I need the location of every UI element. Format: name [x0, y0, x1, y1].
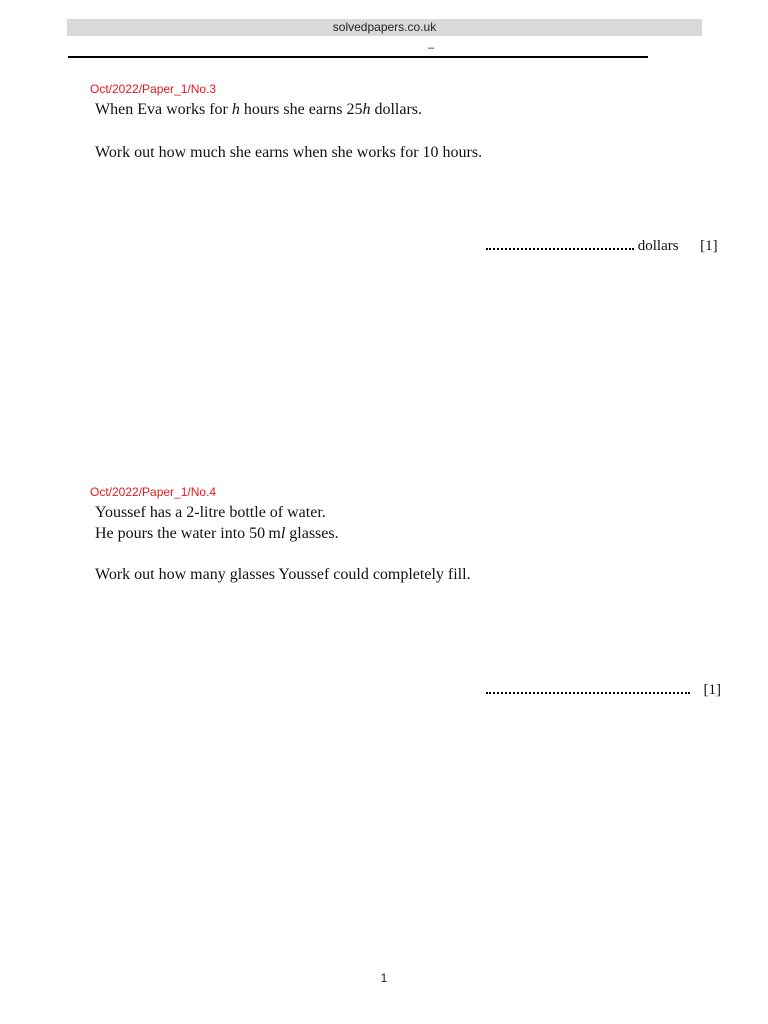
header-bar	[67, 19, 702, 36]
answer-unit: dollars	[637, 238, 679, 254]
site-name: solvedpapers.co.uk	[332, 20, 437, 34]
answer-dots	[486, 683, 690, 694]
question-ref-4: Oct/2022/Paper_1/No.4	[90, 485, 217, 499]
answer-line-3	[486, 238, 718, 255]
header-mark: –	[428, 42, 435, 54]
question-4-line-1: Youssef has a 2-litre bottle of water.	[95, 504, 326, 521]
marks-label: [1]	[700, 238, 718, 254]
page-number: 1	[380, 971, 388, 985]
question-4-line-3: Work out how many glasses Youssef could completely fill.	[95, 566, 471, 583]
question-3-line-1: When Eva works for h hours she earns 25h dollars.	[95, 101, 423, 118]
question-ref-3: Oct/2022/Paper_1/No.3	[90, 82, 217, 96]
question-3-line-2: Work out how much she earns when she works for 10 hours.	[95, 144, 483, 161]
question-4-line-2: He pours the water into 50 ml glasses.	[95, 525, 339, 542]
answer-dots	[486, 239, 634, 250]
marks-label: [1]	[703, 682, 721, 698]
header-rule	[68, 56, 648, 58]
answer-line-4	[486, 682, 721, 699]
